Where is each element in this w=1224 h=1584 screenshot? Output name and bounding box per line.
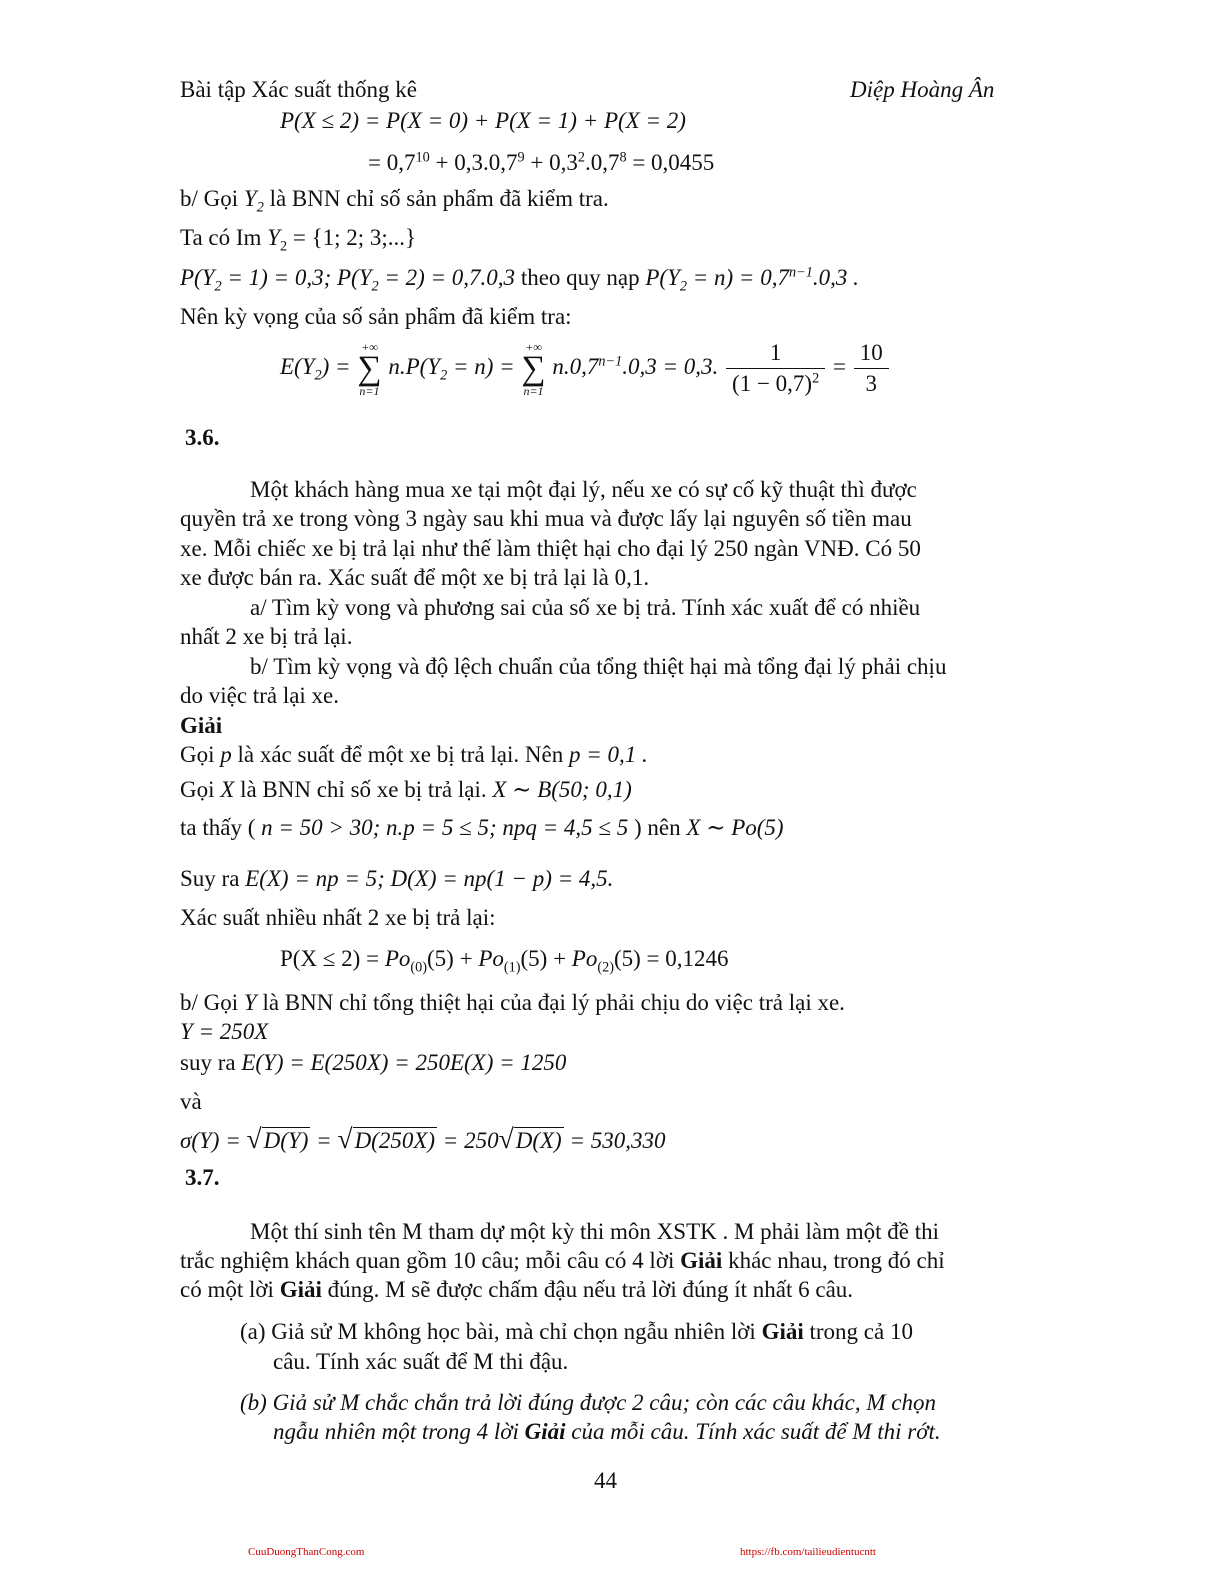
text-ta-co: Ta có <box>180 225 231 250</box>
equation-y-250x: Y = 250X <box>180 1019 269 1044</box>
text-goi: Gọi <box>180 777 215 802</box>
math-p: p <box>220 742 232 767</box>
math-y2: $Y_2$ <box>243 186 264 216</box>
header-title: Bài tập Xác suất thống kê <box>180 77 417 102</box>
math-y: Y <box>243 990 257 1015</box>
math-ex-dx: E(X) = np = 5; D(X) = np(1 − p) = 4,5. <box>245 866 614 891</box>
text-theo-quy-nap: theo quy nạp <box>520 265 640 290</box>
paragraph-line: xe. Mỗi chiếc xe bị trả lại như thế làm thiệt hại cho đại lý 250 ngàn VNĐ. Có 50 <box>180 536 921 561</box>
text-span: (a) Giả sử M không học bài, mà chỉ chọn ngẫu nhiên lời <box>240 1319 756 1344</box>
equation-expectation-y2: $E(Y_2)$ = +∞ ∑ n=1 $n.P(Y_2 = n)$ = +∞ ∑ n=1 $n.0,7^{n-1}.0,3 = 0,3$. $\frac{1}{(1 - 0,7)^2}$ = $\frac{10}{3}$ <box>280 340 891 398</box>
text-line: Nên kỳ vọng của số sản phẩm đã kiểm tra: <box>180 304 572 329</box>
header-author: Diệp Hoàng Ân <box>850 77 995 102</box>
text-goi: Gọi <box>180 742 215 767</box>
paragraph-line: do việc trả lại xe. <box>180 683 340 708</box>
paragraph-line <box>180 1277 853 1303</box>
text-line <box>180 264 859 295</box>
text-span: trắc nghiệm khách quan gồm 10 câu; mỗi câu có 4 lời <box>180 1248 675 1273</box>
math-condition: n = 50 > 30; n.p = 5 ≤ 5; npq = 4,5 ≤ 5 <box>261 815 629 840</box>
equation-poisson-sum: $P(X \le 2) = Po_{(0)}(5) + Po_{(1)}(5) + Po_{(2)}(5) = 0,1246$ <box>280 946 729 976</box>
text-bold-giai: Giải <box>524 1419 566 1444</box>
math-x: X <box>220 777 235 802</box>
paragraph-line: Một khách hàng mua xe tại một đại lý, nếu xe có sự cố kỹ thuật thì được <box>250 477 917 502</box>
text-bold-giai: Giải <box>761 1319 804 1344</box>
text-line <box>180 742 648 768</box>
question-b: (b) Giả sử M chắc chắn trả lời đúng được 2 câu; còn các câu khác, M chọn <box>240 1390 937 1415</box>
text-line <box>180 990 845 1016</box>
question-a-cont: câu. Tính xác suất để M thi đậu. <box>273 1349 569 1374</box>
section-3-6: 3.6. <box>185 425 220 450</box>
text-y-desc: là BNN chỉ tổng thiệt hại của đại lý phải chịu do việc trả lại xe. <box>262 990 845 1015</box>
text-span: đúng. M sẽ được chấm đậu nếu trả lời đúng ít nhất 6 câu. <box>327 1277 854 1302</box>
paragraph-line: a/ Tìm kỳ vong và phương sai của số xe bị trả. Tính xác xuất để có nhiều <box>250 595 921 620</box>
equation-p-le-2: P(X ≤ 2) = P(X = 0) + P(X = 1) + P(X = 2) <box>280 108 686 133</box>
math-p-y2-n: $P(Y_2 = n) = 0,7^{n-1}.0,3$ . <box>645 264 859 295</box>
paragraph-line: nhất 2 xe bị trả lại. <box>180 624 353 649</box>
text-ta-thay: ta thấy ( <box>180 815 256 840</box>
math-p-y2: $P(Y_2 = 1) = 0,3$; $P(Y_2 = 2) = 0,7.0,3$ <box>180 265 516 295</box>
text-span: có một lời <box>180 1277 274 1302</box>
text-p-desc: là xác suất để một xe bị trả lại. Nên <box>237 742 564 767</box>
question-a <box>240 1319 913 1345</box>
text-span: trong cả 10 <box>809 1319 913 1344</box>
text-line: Xác suất nhiều nhất 2 xe bị trả lại: <box>180 905 496 930</box>
footer-fb-link[interactable]: https://fb.com/tailieudientucntt <box>740 1546 876 1558</box>
text-nen: ) nên <box>634 815 681 840</box>
text-y2-desc: là BNN chỉ số sản phẩm đã kiểm tra. <box>269 186 609 211</box>
math-ey: E(Y) = E(250X) = 250E(X) = 1250 <box>241 1050 567 1075</box>
text-bold-giai: Giải <box>279 1277 322 1302</box>
text-line <box>180 186 609 216</box>
text-line: và <box>180 1089 202 1114</box>
paragraph-line: quyền trả xe trong vòng 3 ngày sau khi mua và được lấy lại nguyên số tiền mau <box>180 506 912 531</box>
page-number: 44 <box>594 1468 617 1493</box>
text-line <box>180 777 632 803</box>
question-b-cont <box>273 1419 941 1445</box>
text-bold-giai: Giải <box>680 1248 723 1273</box>
text-suy-ra: Suy ra <box>180 866 240 891</box>
text-span: khác nhau, trong đó chỉ <box>728 1248 945 1273</box>
text-line <box>180 1050 566 1076</box>
math-x-binomial: X ∼ B(50; 0,1) <box>492 777 632 802</box>
text-x-desc: là BNN chỉ số xe bị trả lại. <box>240 777 487 802</box>
math-x-poisson: X ∼ Po(5) <box>686 815 784 840</box>
paragraph-line <box>180 1248 945 1274</box>
paragraph-line: xe được bán ra. Xác suất để một xe bị trả lại là 0,1. <box>180 565 650 590</box>
text-line <box>180 866 613 892</box>
paragraph-line: Một thí sinh tên M tham dự một kỳ thi môn XSTK . M phải làm một đề thi <box>250 1219 940 1244</box>
math-im-y2: Im $Y_2 = \{1$; 2; 3;...} <box>235 225 417 255</box>
equation-p-le-2-value: = $0,7^{10} + 0,3.0,7^9 + 0,3^2.0,7^8 = 0,0455$ <box>368 149 715 175</box>
text-b-goi: b/ Gọi <box>180 990 239 1015</box>
text-line <box>180 815 784 841</box>
paragraph-line: b/ Tìm kỳ vọng và độ lệch chuẩn của tổng thiệt hại mà tổng đại lý phải chịu <box>250 654 947 679</box>
math-p-value: p = 0,1 . <box>568 742 648 767</box>
section-3-7: 3.7. <box>185 1165 220 1190</box>
text-b-goi: b/ Gọi <box>180 186 239 211</box>
text-line <box>180 225 417 255</box>
text-span: của mỗi câu. Tính xác suất để M thi rớt. <box>571 1419 941 1444</box>
equation-sigma-y: σ(Y) = √D(Y) = √D(250X) = 250√D(X) = 530,330 <box>180 1123 666 1154</box>
text-span: ngẫu nhiên một trong 4 lời <box>273 1419 519 1444</box>
text-suy-ra: suy ra <box>180 1050 236 1075</box>
footer-site-link[interactable]: CuuDuongThanCong.com <box>248 1546 365 1558</box>
solution-heading: Giải <box>180 713 223 738</box>
